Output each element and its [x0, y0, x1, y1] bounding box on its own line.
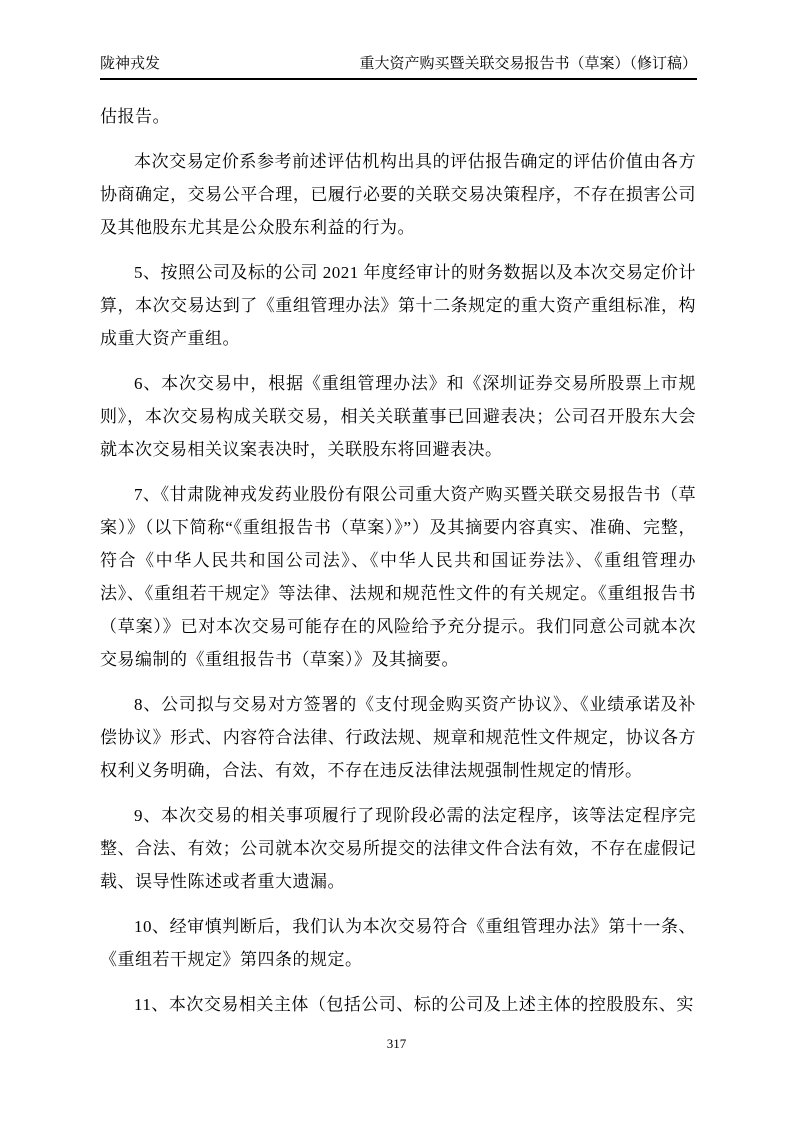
- paragraph: 11、本次交易相关主体（包括公司、标的公司及上述主体的控股股东、实: [134, 995, 694, 1014]
- paragraph: 5、按照公司及标的公司 2021 年度经审计的财务数据以及本次交易定价计算，本次交易达到了《重组管理办法》第十二条规定的重大资产重组标准，构成重大资产重组。: [100, 263, 696, 348]
- page-header: [100, 54, 697, 80]
- paragraph: 10、经审慎判断后，我们认为本次交易符合《重组管理办法》第十一条、《重组若干规定》第四条的规定。: [100, 917, 696, 969]
- paragraph: 估报告。: [100, 107, 170, 126]
- header-document-title: 重大资产购买暨关联交易报告书（草案）（修订稿）: [359, 56, 697, 72]
- header-company-name: 陇神戎发: [100, 56, 161, 72]
- paragraph: 7、《甘肃陇神戎发药业股份有限公司重大资产购买暨关联交易报告书（草案）》（以下简称“《重组报告书（草案）》”）及其摘要内容真实、准确、完整，符合《中华人民共和国公司法》、《中华人民共和国证券法》、《重组管理办法》、《重组若干规定》等法律、法规和规范性文件的有关规定。《重组报告书（草案）》已对本次交易可能存在的风险给予充分提示。我们同意公司就本次交易编制的《重组报告书（草案）》及其摘要。: [100, 485, 696, 669]
- page-number: 317: [386, 1036, 407, 1051]
- page-footer: [0, 1036, 793, 1052]
- paragraph: 9、本次交易的相关事项履行了现阶段必需的法定程序，该等法定程序完整、合法、有效；公司就本次交易所提交的法律文件合法有效，不存在虚假记载、误导性陈述或者重大遗漏。: [100, 806, 696, 891]
- document-body: [100, 100, 696, 1033]
- paragraph: 6、本次交易中，根据《重组管理办法》和《深圳证券交易所股票上市规则》，本次交易构成关联交易，相关关联董事已回避表决；公司召开股东大会就本次交易相关议案表决时，关联股东将回避表决。: [100, 374, 696, 459]
- paragraph: 8、公司拟与交易对方签署的《支付现金购买资产协议》、《业绩承诺及补偿协议》形式、内容符合法律、行政法规、规章和规范性文件规定，协议各方权利义务明确，合法、有效，不存在违反法律法规强制性规定的情形。: [100, 695, 696, 780]
- paragraph: 本次交易定价系参考前述评估机构出具的评估报告确定的评估价值由各方协商确定，交易公平合理，已履行必要的关联交易决策程序，不存在损害公司及其他股东尤其是公众股东利益的行为。: [100, 152, 696, 237]
